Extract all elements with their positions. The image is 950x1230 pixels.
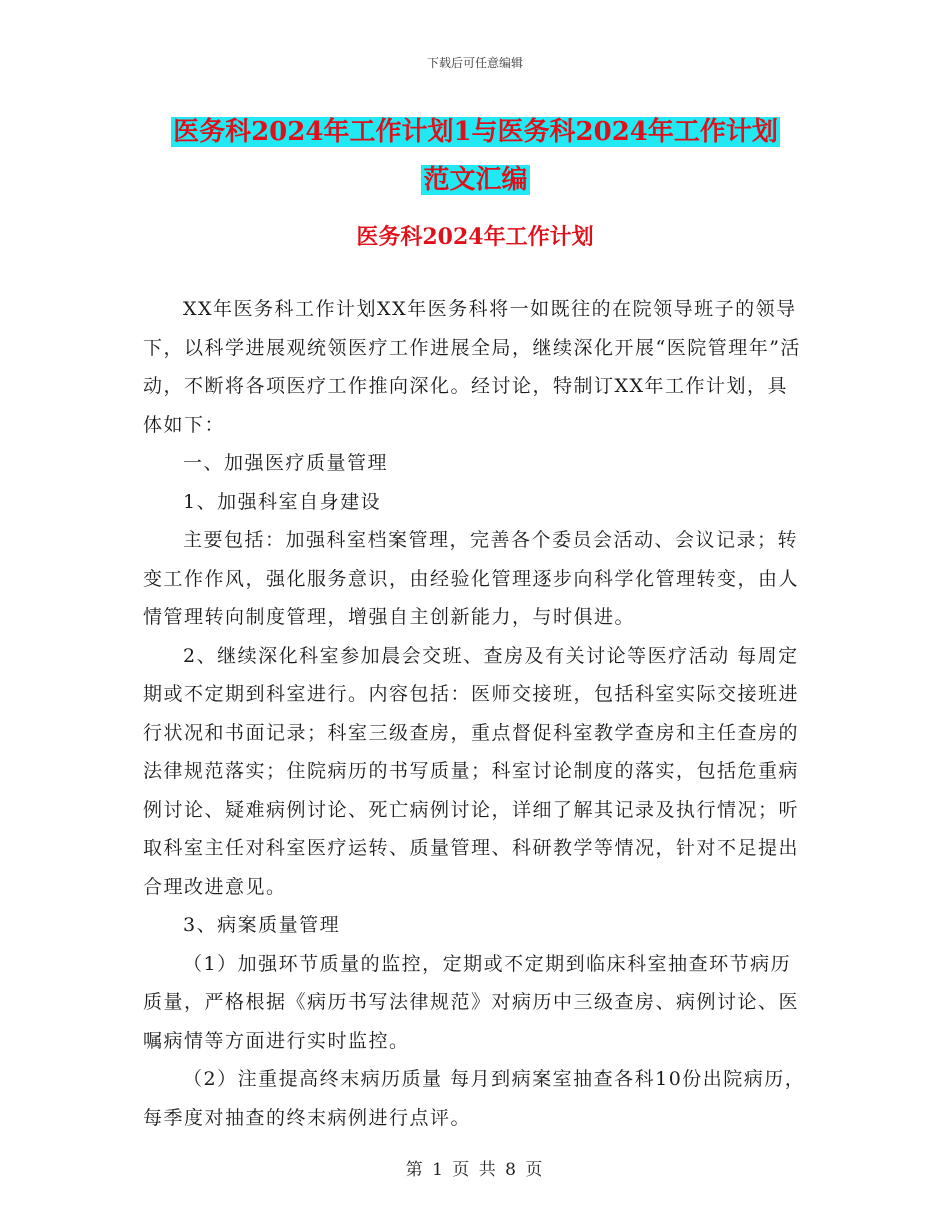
heading-level-2: 3、病案质量管理 — [183, 914, 341, 936]
document-title — [143, 108, 808, 204]
paragraph: XX年医务科工作计划XX年医务科将一如既往的在院领导班子的领导下，以科学进展观统领医疗工作进展全局，继续深化开展“医院管理年”活动，不断将各项医疗工作推向深化。经讨论，特制订XX年工作计划，具体如下： — [143, 298, 801, 436]
page-header-note: 下载后可任意编辑 — [426, 56, 523, 70]
section-subtitle: 医务科2024年工作计划 — [356, 224, 594, 250]
paragraph: （1）加强环节质量的监控，定期或不定期到临床科室抽查环节病历质量，严格根据《病历书写法律规范》对病历中三级查房、病例讨论、医嘱病情等方面进行实时监控。 — [143, 952, 800, 1052]
heading-level-2: 1、加强科室自身建设 — [183, 490, 382, 513]
heading-level-1: 一、加强医疗质量管理 — [183, 452, 389, 474]
document-body — [143, 290, 808, 1137]
paragraph: 2、继续深化科室参加晨会交班、查房及有关讨论等医疗活动 每周定期或不定期到科室进行。内容包括：医师交接班，包括科室实际交接班进行状况和书面记录；科室三级查房，重点督促科室教学查房和主任查房的法律规范落实；住院病历的书写质量；科室讨论制度的落实，包括危重病例讨论、疑难病例讨论、死亡病例讨论，详细了解其记录及执行情况；听取科室主任对科室医疗运转、质量管理、科研教学等情况，针对不足提出合理改进意见。 — [143, 644, 800, 898]
paragraph: 主要包括：加强科室档案管理，完善各个委员会活动、会议记录；转变工作作风，强化服务意识，由经验化管理逐步向科学化管理转变，由人情管理转向制度管理，增强自主创新能力，与时俱进。 — [143, 529, 800, 628]
paragraph: （2）注重提高终末病历质量 每月到病案室抽查各科10份出院病历，每季度对抽查的终末病例进行点评。 — [143, 1068, 806, 1129]
title-line-2: 范文汇编 — [423, 165, 528, 195]
page-number: 第 1 页 共 8 页 — [405, 1160, 545, 1180]
title-line-1: 医务科2024年工作计划1与医务科2024年工作计划 — [173, 117, 778, 147]
